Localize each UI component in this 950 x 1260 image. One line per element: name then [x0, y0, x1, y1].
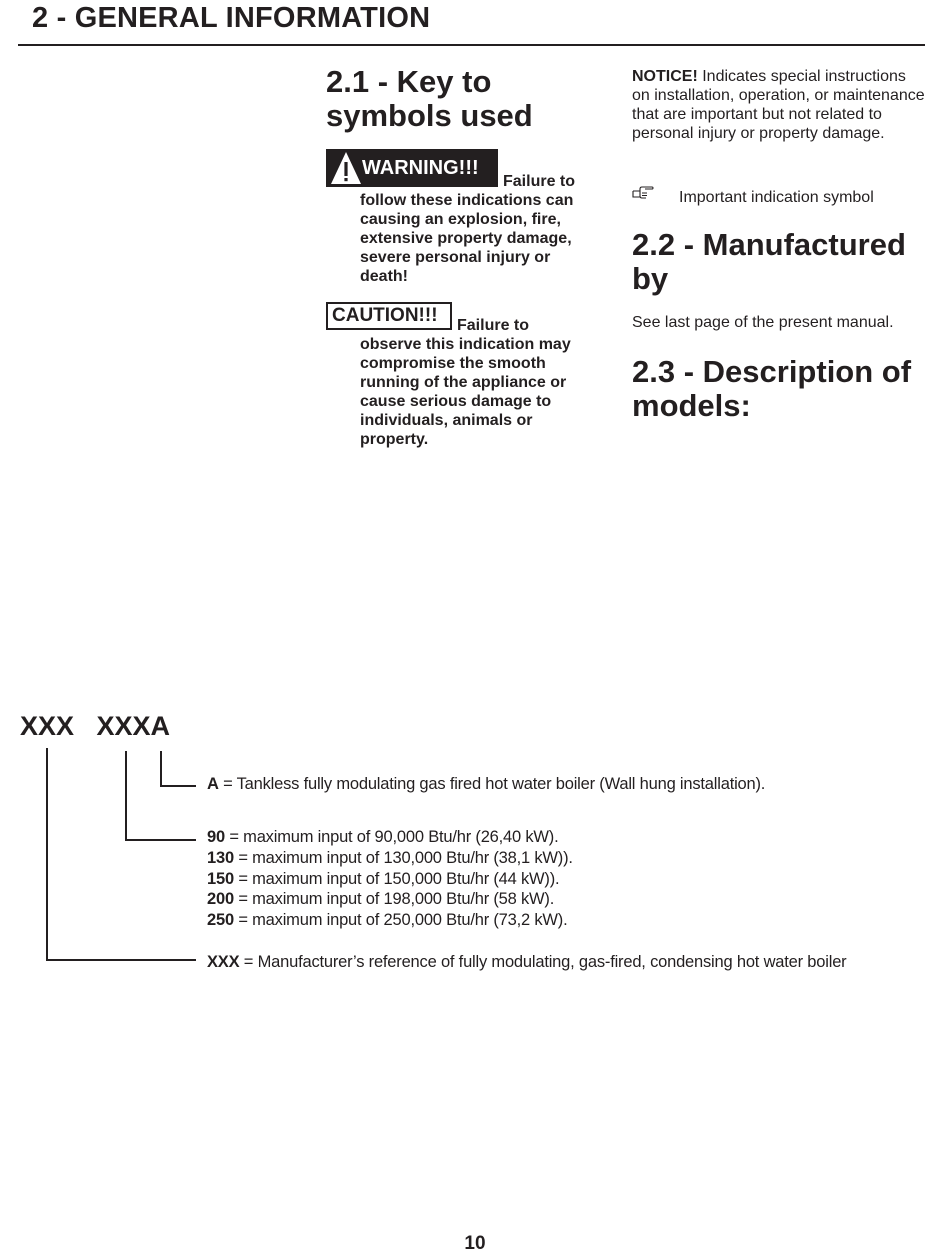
model-code: XXX XXXA — [20, 711, 171, 741]
warning-text: follow these indications can causing an explosion, fire, extensive property damage, severe personal injury or death! — [360, 192, 574, 285]
caution-badge-label: CAUTION!!! — [332, 305, 438, 326]
legend-key: A — [207, 775, 219, 793]
manufactured-by-text: See last page of the present manual. — [632, 314, 894, 331]
leader-line-a-horizontal — [160, 785, 196, 787]
leader-line-input-vertical — [125, 751, 127, 841]
warning-text-first: Failure to — [503, 173, 576, 190]
title-rule — [18, 44, 925, 46]
legend-text: = Tankless fully modulating gas fired hot water boiler (Wall hung installation). — [218, 775, 766, 793]
legend-text: = maximum input of 250,000 Btu/hr (73,2 kW). — [233, 911, 568, 930]
legend-text: = maximum input of 150,000 Btu/hr (44 kW)). — [233, 869, 560, 888]
legend-text: = Manufacturer’s reference of fully modulating, gas-fired, condensing hot water boiler — [239, 953, 847, 971]
caution-text-first: Failure to — [457, 317, 530, 334]
legend-text: = maximum input of 130,000 Btu/hr (38,1 kW)). — [233, 848, 573, 867]
legend-input-item — [207, 869, 573, 890]
warning-triangle-icon — [326, 149, 362, 187]
legend-key: 200 — [207, 890, 234, 909]
legend-key: 250 — [207, 911, 234, 930]
legend-item-a — [207, 774, 765, 795]
notice-label: NOTICE! — [632, 68, 698, 85]
leader-line-xxx-vertical — [46, 748, 48, 961]
page-title: 2 - GENERAL INFORMATION — [32, 2, 431, 34]
legend-input-item — [207, 848, 573, 869]
pointing-hand-icon — [632, 186, 654, 200]
legend-key: 90 — [207, 828, 225, 846]
page-number: 10 — [464, 1233, 486, 1254]
legend-input-item — [207, 827, 573, 848]
legend-inputs — [207, 827, 573, 931]
notice-text: Indicates special instructions on installation, operation, or maintenance that are important but not related to personal injury or property damage. — [632, 68, 925, 142]
legend-input-item — [207, 910, 573, 931]
section-2-1-heading: 2.1 - Key to symbols used — [326, 64, 533, 133]
leader-line-xxx-horizontal — [46, 959, 196, 961]
legend-item-xxx — [207, 952, 846, 973]
leader-line-input-horizontal — [125, 839, 196, 841]
section-2-3-heading: 2.3 - Description of models: — [632, 354, 912, 423]
legend-key: 150 — [207, 869, 234, 888]
caution-badge — [326, 302, 452, 330]
legend-key: 130 — [207, 848, 234, 867]
legend-text: = maximum input of 198,000 Btu/hr (58 kW). — [233, 890, 555, 909]
legend-key: XXX — [207, 953, 240, 971]
legend-text: = maximum input of 90,000 Btu/hr (26,40 kW). — [224, 828, 559, 846]
legend-input-item — [207, 889, 573, 910]
caution-text: observe this indication may compromise the smooth running of the appliance or cause serious damage to individuals, animals or property. — [360, 336, 571, 448]
important-indication-text: Important indication symbol — [679, 189, 874, 206]
notice-paragraph — [632, 67, 927, 143]
warning-badge-label: WARNING!!! — [362, 156, 479, 179]
section-2-2-heading: 2.2 - Manufactured by — [632, 227, 906, 296]
warning-badge — [326, 149, 498, 187]
leader-line-a-vertical — [160, 751, 162, 786]
